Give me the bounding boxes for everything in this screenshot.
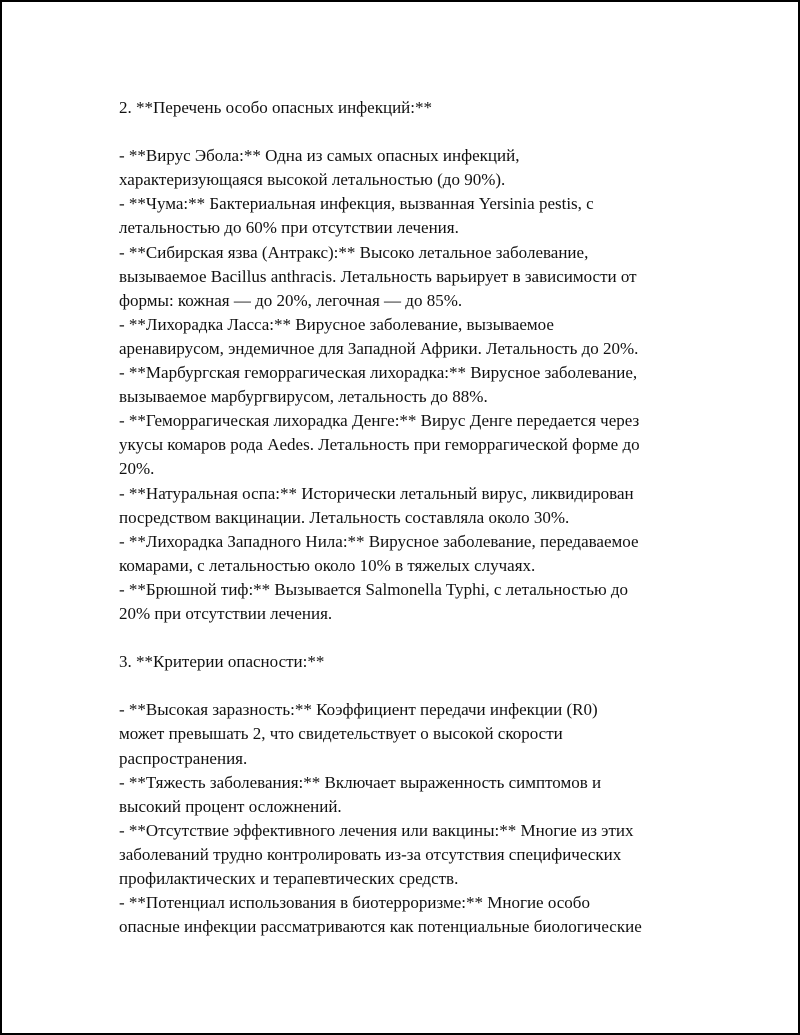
- section-2-line: формы: кожная — до 20%, легочная — до 85%.: [119, 290, 463, 310]
- section-2-line: вызываемое Bacillus anthracis. Летальность варьирует в зависимости от: [119, 266, 637, 286]
- section-2-line: укусы комаров рода Aedes. Летальность при геморрагической форме до: [119, 435, 640, 455]
- section-3-heading: 3. **Критерии опасности:**: [119, 652, 325, 672]
- section-2-line: 20% при отсутствии лечения.: [119, 603, 333, 623]
- section-2-line: характеризующаяся высокой летальностью (до 90%).: [119, 170, 506, 190]
- section-3-line: - **Высокая заразность:** Коэффициент передачи инфекции (R0): [119, 700, 598, 720]
- section-2-line: аренавирусом, эндемичное для Западной Африки. Летальность до 20%.: [119, 338, 639, 358]
- section-2-line: посредством вакцинации. Летальность составляла около 30%.: [119, 507, 570, 527]
- section-2-line: - **Геморрагическая лихорадка Денге:** Вирус Денге передается через: [119, 411, 640, 431]
- section-2-line: вызываемое марбургвирусом, летальность до 88%.: [119, 387, 488, 407]
- blank-line: [119, 626, 699, 650]
- section-3-line: распространения.: [119, 748, 248, 768]
- section-2-line: - **Брюшной тиф:** Вызывается Salmonella Typhi, с летальностью до: [119, 579, 629, 599]
- section-2-line: комарами, с летальностью около 10% в тяжелых случаях.: [119, 555, 536, 575]
- section-3-line: - **Потенциал использования в биотерроризме:** Многие особо: [119, 893, 590, 913]
- section-3-line: - **Отсутствие эффективного лечения или вакцины:** Многие из этих: [119, 820, 634, 840]
- section-3-line: профилактических и терапевтических средств.: [119, 869, 459, 888]
- section-3-line: опасные инфекции рассматриваются как потенциальные биологические: [119, 917, 642, 937]
- section-3-line: высокий процент осложнений.: [119, 796, 342, 816]
- section-2-line: летальностью до 60% при отсутствии лечения.: [119, 218, 459, 238]
- section-3-line: заболеваний трудно контролировать из-за отсутствия специфических: [119, 844, 622, 864]
- section-2-line: - **Вирус Эбола:** Одна из самых опасных инфекций,: [119, 146, 520, 166]
- document-body: [119, 96, 699, 939]
- section-3-line: может превышать 2, что свидетельствует о высокой скорости: [119, 724, 563, 744]
- section-2-line: - **Лихорадка Западного Нила:** Вирусное заболевание, передаваемое: [119, 531, 639, 551]
- section-2-heading: 2. **Перечень особо опасных инфекций:**: [119, 98, 432, 117]
- section-2-line: - **Сибирская язва (Антракс):** Высоко летальное заболевание,: [119, 242, 589, 262]
- section-2-line: - **Лихорадка Ласса:** Вирусное заболевание, вызываемое: [119, 314, 554, 334]
- section-2-line: - **Чума:** Бактериальная инфекция, вызванная Yersinia pestis, с: [119, 194, 594, 214]
- blank-line: [119, 674, 699, 698]
- section-3-line: - **Тяжесть заболевания:** Включает выраженность симптомов и: [119, 772, 602, 792]
- section-2-line: - **Натуральная оспа:** Исторически летальный вирус, ликвидирован: [119, 483, 634, 503]
- section-2-line: 20%.: [119, 459, 155, 479]
- section-2-line: - **Марбургская геморрагическая лихорадка:** Вирусное заболевание,: [119, 363, 638, 383]
- blank-line: [119, 120, 699, 144]
